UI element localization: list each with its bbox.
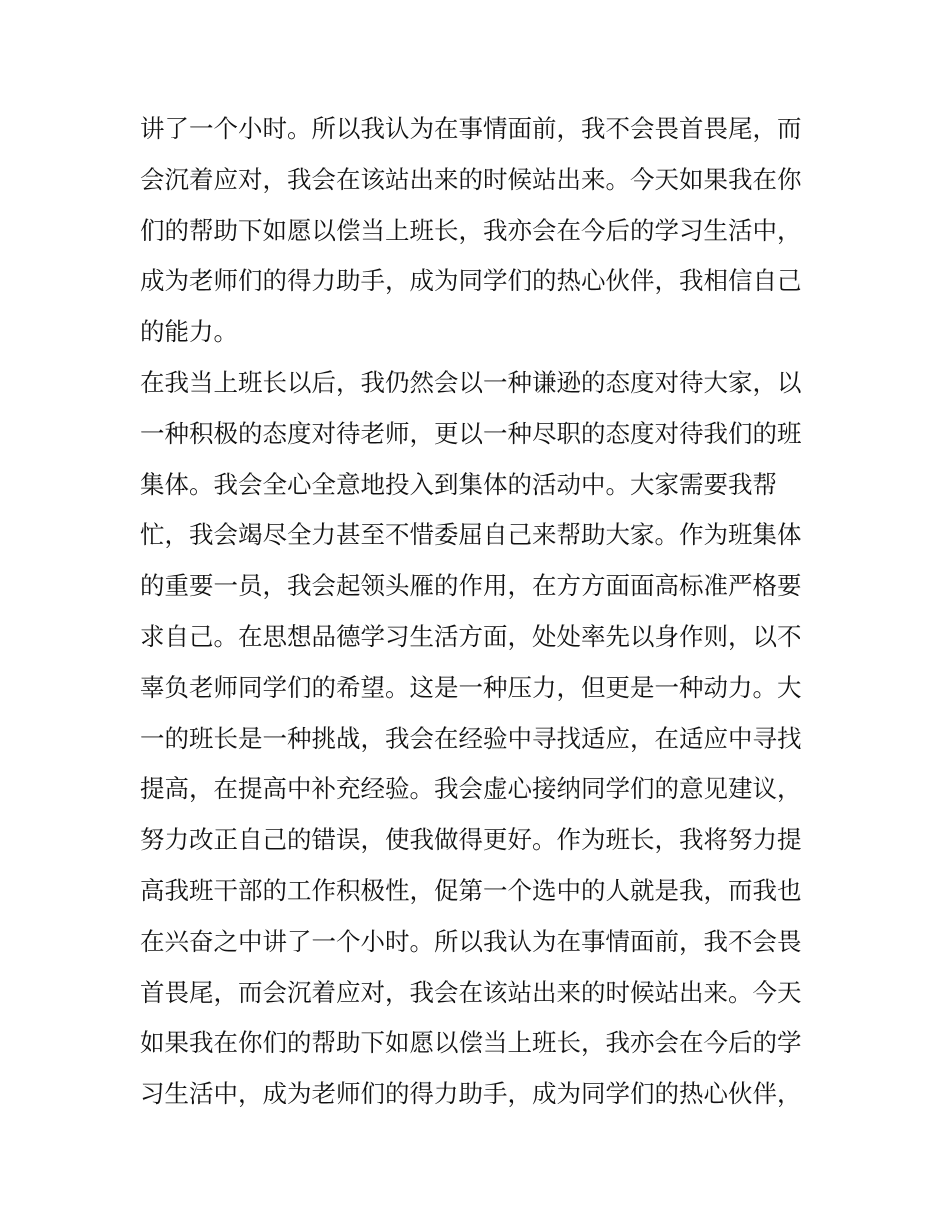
text-line: 们的帮助下如愿以偿当上班长，我亦会在今后的学习生活中，: [140, 215, 802, 245]
text-line: 提高，在提高中补充经验。我会虚心接纳同学们的意见建议，: [140, 774, 802, 804]
text-line: 的重要一员，我会起领头雁的作用，在方方面面高标准严格要: [140, 571, 802, 601]
text-line: 会沉着应对，我会在该站出来的时候站出来。今天如果我在你: [140, 164, 802, 194]
text-line: 讲了一个小时。所以我认为在事情面前，我不会畏首畏尾，而: [140, 114, 802, 143]
text-line: 高我班干部的工作积极性，促第一个选中的人就是我，而我也: [140, 875, 802, 905]
text-line: 习生活中，成为老师们的得力助手，成为同学们的热心伙伴，: [140, 1079, 802, 1109]
text-line: 成为老师们的得力助手，成为同学们的热心伙伴，我相信自己: [140, 266, 802, 296]
text-line: 在我当上班长以后，我仍然会以一种谦逊的态度对待大家，以: [140, 367, 802, 397]
text-line: 如果我在你们的帮助下如愿以偿当上班长，我亦会在今后的学: [140, 1028, 802, 1058]
text-line: 的能力。: [140, 317, 238, 347]
text-line: 在兴奋之中讲了一个小时。所以我认为在事情面前，我不会畏: [140, 926, 802, 956]
text-line: 集体。我会全心全意地投入到集体的活动中。大家需要我帮: [140, 469, 777, 499]
text-line: 忙，我会竭尽全力甚至不惜委屈自己来帮助大家。作为班集体: [140, 520, 802, 550]
text-line: 辜负老师同学们的希望。这是一种压力，但更是一种动力。大: [140, 672, 802, 702]
text-line: 一种积极的态度对待老师，更以一种尽职的态度对待我们的班: [140, 418, 802, 448]
text-line: 一的班长是一种挑战，我会在经验中寻找适应，在适应中寻找: [140, 723, 802, 753]
text-line: 求自己。在思想品德学习生活方面，处处率先以身作则，以不: [140, 621, 802, 651]
body-text: [140, 104, 820, 1120]
text-line: 首畏尾，而会沉着应对，我会在该站出来的时候站出来。今天: [140, 977, 802, 1007]
text-line: 努力改正自己的错误，使我做得更好。作为班长，我将努力提: [140, 825, 802, 855]
